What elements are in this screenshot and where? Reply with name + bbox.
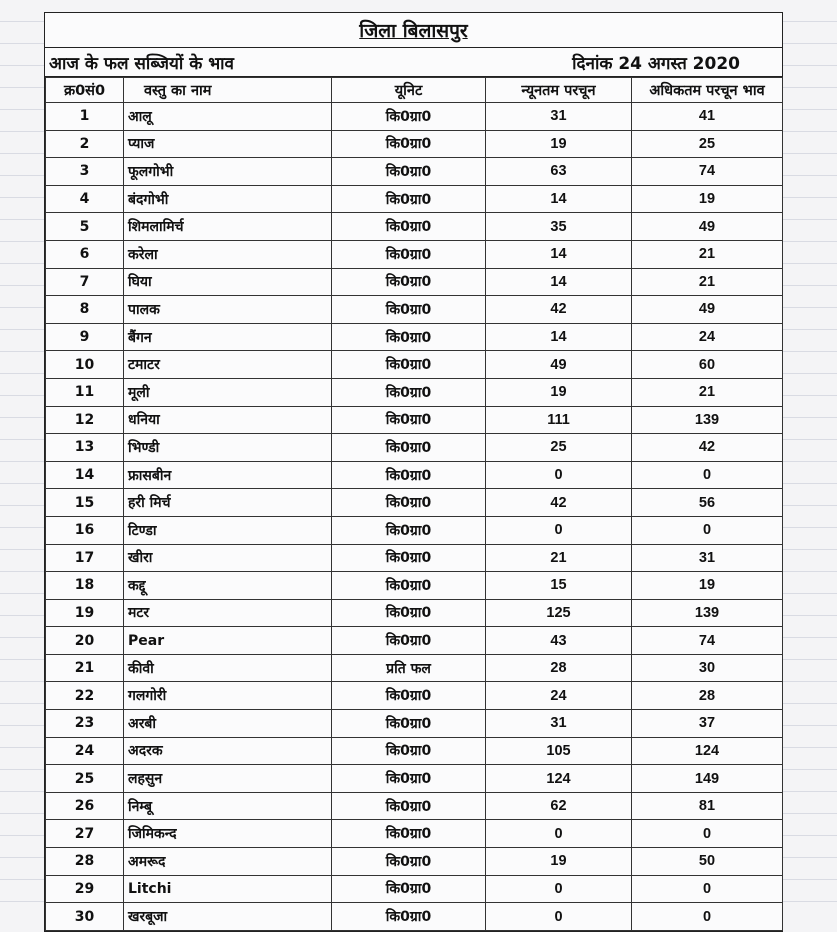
cell-name: जिमिकन्द (124, 820, 332, 848)
cell-max-price: 25 (632, 130, 783, 158)
cell-name: टमाटर (124, 351, 332, 379)
table-row (46, 820, 783, 848)
cell-name: Litchi (124, 875, 332, 903)
cell-sn: 6 (46, 240, 124, 268)
table-row (46, 489, 783, 517)
table-row (46, 654, 783, 682)
cell-name: मटर (124, 599, 332, 627)
cell-min-price: 0 (486, 820, 632, 848)
price-table (45, 77, 783, 931)
table-row (46, 213, 783, 241)
cell-sn: 24 (46, 737, 124, 765)
cell-min-price: 19 (486, 848, 632, 876)
cell-min-price: 14 (486, 323, 632, 351)
cell-name: खीरा (124, 544, 332, 572)
cell-sn: 16 (46, 516, 124, 544)
cell-name: धनिया (124, 406, 332, 434)
table-row (46, 544, 783, 572)
cell-max-price: 21 (632, 268, 783, 296)
cell-min-price: 125 (486, 599, 632, 627)
cell-unit: कि0ग्रा0 (332, 434, 486, 462)
cell-max-price: 21 (632, 240, 783, 268)
table-row (46, 240, 783, 268)
cell-sn: 7 (46, 268, 124, 296)
table-body (46, 103, 783, 931)
cell-unit: कि0ग्रा0 (332, 461, 486, 489)
cell-sn: 23 (46, 710, 124, 738)
cell-unit: कि0ग्रा0 (332, 351, 486, 379)
cell-unit: कि0ग्रा0 (332, 516, 486, 544)
cell-name: Pear (124, 627, 332, 655)
cell-max-price: 124 (632, 737, 783, 765)
cell-max-price: 0 (632, 903, 783, 931)
title-row (45, 13, 782, 48)
cell-min-price: 0 (486, 875, 632, 903)
cell-sn: 30 (46, 903, 124, 931)
table-row (46, 875, 783, 903)
header-row (46, 78, 783, 103)
cell-unit: कि0ग्रा0 (332, 213, 486, 241)
cell-max-price: 60 (632, 351, 783, 379)
cell-name: अरबी (124, 710, 332, 738)
cell-unit: कि0ग्रा0 (332, 737, 486, 765)
cell-unit: कि0ग्रा0 (332, 185, 486, 213)
cell-min-price: 0 (486, 516, 632, 544)
cell-min-price: 24 (486, 682, 632, 710)
table-row (46, 434, 783, 462)
cell-sn: 10 (46, 351, 124, 379)
cell-max-price: 0 (632, 516, 783, 544)
cell-min-price: 105 (486, 737, 632, 765)
cell-min-price: 19 (486, 378, 632, 406)
table-row (46, 599, 783, 627)
cell-name: घिया (124, 268, 332, 296)
cell-unit: कि0ग्रा0 (332, 710, 486, 738)
cell-max-price: 81 (632, 792, 783, 820)
table-row (46, 627, 783, 655)
cell-unit: प्रति फल (332, 654, 486, 682)
cell-max-price: 42 (632, 434, 783, 462)
cell-sn: 11 (46, 378, 124, 406)
table-row (46, 378, 783, 406)
col-header-sn: क्र0सं0 (46, 78, 124, 103)
cell-max-price: 56 (632, 489, 783, 517)
cell-name: गलगोरी (124, 682, 332, 710)
cell-max-price: 0 (632, 875, 783, 903)
cell-unit: कि0ग्रा0 (332, 875, 486, 903)
cell-name: लहसुन (124, 765, 332, 793)
cell-sn: 2 (46, 130, 124, 158)
price-sheet (44, 12, 783, 932)
cell-max-price: 0 (632, 461, 783, 489)
col-header-min: न्यूनतम परचून (486, 78, 632, 103)
cell-min-price: 14 (486, 240, 632, 268)
table-row (46, 406, 783, 434)
cell-unit: कि0ग्रा0 (332, 489, 486, 517)
col-header-max: अधिकतम परचून भाव (632, 78, 783, 103)
cell-name: अदरक (124, 737, 332, 765)
cell-name: भिण्डी (124, 434, 332, 462)
cell-max-price: 49 (632, 213, 783, 241)
cell-sn: 28 (46, 848, 124, 876)
cell-name: आलू (124, 103, 332, 131)
date-label: दिनांक 24 अगस्त 2020 (572, 53, 740, 74)
cell-min-price: 63 (486, 158, 632, 186)
cell-sn: 27 (46, 820, 124, 848)
cell-name: खरबूजा (124, 903, 332, 931)
cell-unit: कि0ग्रा0 (332, 103, 486, 131)
cell-sn: 25 (46, 765, 124, 793)
cell-sn: 9 (46, 323, 124, 351)
cell-sn: 15 (46, 489, 124, 517)
table-row (46, 158, 783, 186)
cell-min-price: 49 (486, 351, 632, 379)
cell-unit: कि0ग्रा0 (332, 268, 486, 296)
cell-name: बंदगोभी (124, 185, 332, 213)
cell-max-price: 19 (632, 185, 783, 213)
col-header-name: वस्तु का नाम (124, 78, 332, 103)
cell-unit: कि0ग्रा0 (332, 158, 486, 186)
cell-min-price: 0 (486, 903, 632, 931)
cell-min-price: 0 (486, 461, 632, 489)
subtitle: आज के फल सब्जियों के भाव (49, 53, 235, 74)
cell-max-price: 149 (632, 765, 783, 793)
cell-unit: कि0ग्रा0 (332, 378, 486, 406)
cell-name: फ्रासबीन (124, 461, 332, 489)
table-row (46, 268, 783, 296)
cell-max-price: 41 (632, 103, 783, 131)
cell-max-price: 0 (632, 820, 783, 848)
cell-min-price: 21 (486, 544, 632, 572)
cell-unit: कि0ग्रा0 (332, 848, 486, 876)
cell-name: शिमलामिर्च (124, 213, 332, 241)
cell-sn: 20 (46, 627, 124, 655)
cell-max-price: 19 (632, 572, 783, 600)
cell-max-price: 50 (632, 848, 783, 876)
district-title: जिला बिलासपुर (359, 20, 468, 42)
cell-min-price: 43 (486, 627, 632, 655)
table-row (46, 710, 783, 738)
cell-min-price: 111 (486, 406, 632, 434)
table-row (46, 185, 783, 213)
table-row (46, 903, 783, 931)
cell-sn: 4 (46, 185, 124, 213)
table-row (46, 323, 783, 351)
cell-min-price: 35 (486, 213, 632, 241)
table-row (46, 792, 783, 820)
table-row (46, 737, 783, 765)
cell-sn: 5 (46, 213, 124, 241)
cell-unit: कि0ग्रा0 (332, 627, 486, 655)
cell-name: मूली (124, 378, 332, 406)
cell-sn: 29 (46, 875, 124, 903)
cell-sn: 19 (46, 599, 124, 627)
subtitle-row (45, 48, 782, 77)
cell-name: बैंगन (124, 323, 332, 351)
table-row (46, 461, 783, 489)
cell-unit: कि0ग्रा0 (332, 599, 486, 627)
table-row (46, 516, 783, 544)
table-row (46, 572, 783, 600)
cell-name: कद्दू (124, 572, 332, 600)
cell-min-price: 31 (486, 103, 632, 131)
cell-sn: 12 (46, 406, 124, 434)
table-row (46, 682, 783, 710)
col-header-unit: यूनिट (332, 78, 486, 103)
cell-max-price: 24 (632, 323, 783, 351)
cell-name: अमरूद (124, 848, 332, 876)
cell-name: हरी मिर्च (124, 489, 332, 517)
cell-max-price: 30 (632, 654, 783, 682)
cell-max-price: 74 (632, 627, 783, 655)
cell-min-price: 14 (486, 185, 632, 213)
cell-unit: कि0ग्रा0 (332, 820, 486, 848)
cell-min-price: 42 (486, 296, 632, 324)
cell-sn: 26 (46, 792, 124, 820)
cell-min-price: 28 (486, 654, 632, 682)
table-row (46, 848, 783, 876)
cell-unit: कि0ग्रा0 (332, 130, 486, 158)
cell-max-price: 37 (632, 710, 783, 738)
cell-min-price: 62 (486, 792, 632, 820)
cell-unit: कि0ग्रा0 (332, 406, 486, 434)
cell-unit: कि0ग्रा0 (332, 792, 486, 820)
cell-unit: कि0ग्रा0 (332, 682, 486, 710)
table-row (46, 103, 783, 131)
cell-min-price: 42 (486, 489, 632, 517)
cell-max-price: 31 (632, 544, 783, 572)
cell-min-price: 31 (486, 710, 632, 738)
cell-min-price: 15 (486, 572, 632, 600)
cell-sn: 14 (46, 461, 124, 489)
cell-unit: कि0ग्रा0 (332, 903, 486, 931)
cell-unit: कि0ग्रा0 (332, 572, 486, 600)
cell-max-price: 139 (632, 406, 783, 434)
cell-sn: 22 (46, 682, 124, 710)
cell-sn: 3 (46, 158, 124, 186)
cell-max-price: 49 (632, 296, 783, 324)
cell-sn: 18 (46, 572, 124, 600)
cell-name: कीवी (124, 654, 332, 682)
cell-sn: 17 (46, 544, 124, 572)
cell-unit: कि0ग्रा0 (332, 323, 486, 351)
cell-unit: कि0ग्रा0 (332, 240, 486, 268)
cell-max-price: 28 (632, 682, 783, 710)
table-row (46, 351, 783, 379)
cell-sn: 21 (46, 654, 124, 682)
cell-max-price: 21 (632, 378, 783, 406)
table-row (46, 296, 783, 324)
cell-name: पालक (124, 296, 332, 324)
table-row (46, 130, 783, 158)
cell-sn: 1 (46, 103, 124, 131)
cell-min-price: 124 (486, 765, 632, 793)
cell-name: निम्बू (124, 792, 332, 820)
cell-max-price: 139 (632, 599, 783, 627)
cell-name: प्याज (124, 130, 332, 158)
cell-min-price: 14 (486, 268, 632, 296)
cell-unit: कि0ग्रा0 (332, 544, 486, 572)
cell-name: फूलगोभी (124, 158, 332, 186)
cell-unit: कि0ग्रा0 (332, 296, 486, 324)
cell-name: करेला (124, 240, 332, 268)
cell-min-price: 25 (486, 434, 632, 462)
cell-sn: 8 (46, 296, 124, 324)
cell-unit: कि0ग्रा0 (332, 765, 486, 793)
cell-max-price: 74 (632, 158, 783, 186)
cell-sn: 13 (46, 434, 124, 462)
cell-name: टिण्डा (124, 516, 332, 544)
table-row (46, 765, 783, 793)
cell-min-price: 19 (486, 130, 632, 158)
